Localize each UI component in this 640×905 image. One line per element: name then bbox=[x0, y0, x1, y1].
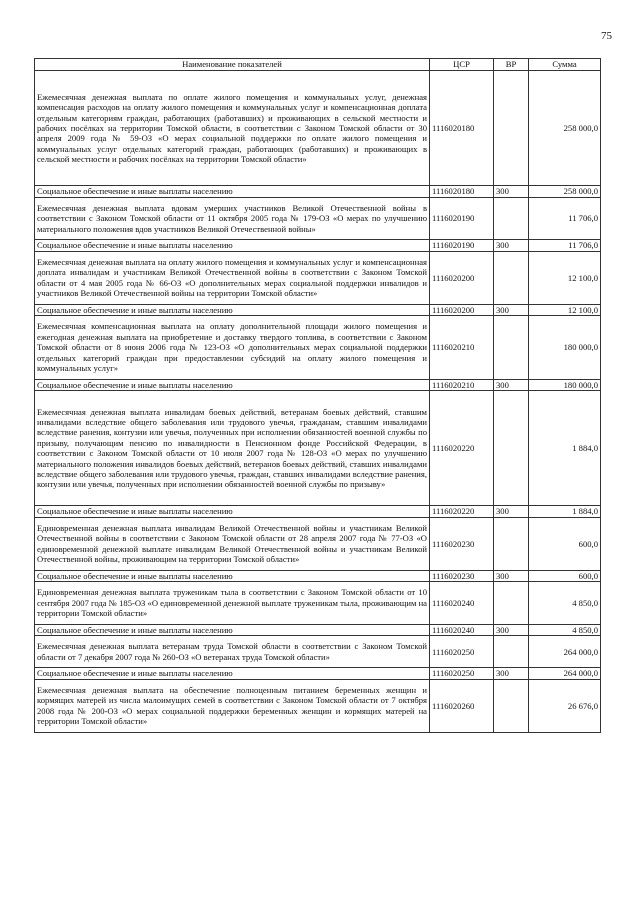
table-row bbox=[35, 240, 601, 251]
table-row bbox=[35, 668, 601, 679]
cell-csr: 1116020250 bbox=[430, 636, 494, 668]
cell-vr: 300 bbox=[494, 506, 529, 517]
table-row bbox=[35, 582, 601, 625]
cell-csr: 1116020260 bbox=[430, 679, 494, 732]
cell-name: Ежемесячная денежная выплата по оплате жилого помещения и коммунальных услуг, денежная компенсация расходов на оплату жилого помещения и коммунальных услуг и компенсационная доплата отдельным категориям граждан, работающих (работавших) и проживающих в сельской местности и рабочих посёлках на территории Томской области, в соответствии с Законом Томской области от 30 апреля 2009 года № 59-ОЗ «О мерах социальной поддержки по оплате жилого помещения и коммунальных услуг отдельных категорий граждан, работающих (работавших) и проживающих в сельской местности и рабочих посёлках на территории Томской области» bbox=[35, 71, 430, 186]
cell-csr: 1116020230 bbox=[430, 517, 494, 570]
cell-name: Социальное обеспечение и иные выплаты населению bbox=[35, 668, 430, 679]
cell-vr bbox=[494, 71, 529, 186]
cell-name: Ежемесячная денежная выплата инвалидам боевых действий, ветеранам боевых действий, ставшим инвалидами вследствие общего заболевания или трудового увечья, гражданам, ставшим инвалидами вследствие ранения, контузии или увечья, полученных при исполнении обязанностей военной службы по призыву, получающим пенсию по инвалидности в Пенсионном фонде Российской Федерации, в соответствии с Законом Томской области от 10 июля 2007 года № 128-ОЗ «О мерах по улучшению материального положения инвалидов боевых действий, ветеранов боевых действий, ставших инвалидами вследствие общего заболевания или трудового увечья, граждан, ставших инвалидами вследствие ранения, контузии или увечья, полученных при исполнении обязанностей военной службы по призыву» bbox=[35, 391, 430, 506]
cell-csr: 1116020210 bbox=[430, 379, 494, 390]
table-body bbox=[35, 71, 601, 733]
cell-sum: 180 000,0 bbox=[529, 379, 601, 390]
cell-name: Ежемесячная денежная выплата вдовам умерших участников Великой Отечественной войны в соответствии с Законом Томской области от 11 октября 2005 года № 179-ОЗ «О мерах по улучшению материального положения вдов участников Великой Отечественной войны» bbox=[35, 197, 430, 240]
cell-name: Ежемесячная компенсационная выплата на оплату дополнительной площади жилого помещения и ежегодная денежная выплата на приобретение и доставку твердого топлива, в соответствии с Законом Томской области от 8 июня 2006 года № 123-ОЗ «О дополнительных мерах социальной поддержки отдельных категорий граждан при предоставлении субсидий на оплату жилого помещения и коммунальных услуг» bbox=[35, 316, 430, 379]
column-header-csr: ЦСР bbox=[430, 59, 494, 71]
cell-csr: 1116020220 bbox=[430, 506, 494, 517]
cell-name: Ежемесячная денежная выплата ветеранам труда Томской области в соответствии с Законом Томской области от 7 декабря 2007 года № 260-ОЗ «О ветеранах труда Томской области» bbox=[35, 636, 430, 668]
budget-table bbox=[34, 58, 601, 733]
cell-csr: 1116020240 bbox=[430, 624, 494, 635]
cell-sum: 600,0 bbox=[529, 517, 601, 570]
cell-name: Социальное обеспечение и иные выплаты населению bbox=[35, 186, 430, 197]
column-header-vr: ВР bbox=[494, 59, 529, 71]
cell-csr: 1116020190 bbox=[430, 240, 494, 251]
table-row bbox=[35, 624, 601, 635]
cell-csr: 1116020200 bbox=[430, 304, 494, 315]
cell-vr: 300 bbox=[494, 304, 529, 315]
cell-vr bbox=[494, 197, 529, 240]
cell-vr: 300 bbox=[494, 668, 529, 679]
column-header-name: Наименование показателей bbox=[35, 59, 430, 71]
cell-vr: 300 bbox=[494, 186, 529, 197]
cell-name: Социальное обеспечение и иные выплаты населению bbox=[35, 624, 430, 635]
table-row bbox=[35, 251, 601, 304]
cell-csr: 1116020180 bbox=[430, 186, 494, 197]
cell-sum: 12 100,0 bbox=[529, 304, 601, 315]
cell-sum: 264 000,0 bbox=[529, 668, 601, 679]
cell-vr bbox=[494, 316, 529, 379]
cell-sum: 1 884,0 bbox=[529, 391, 601, 506]
table-row bbox=[35, 186, 601, 197]
table-row bbox=[35, 71, 601, 186]
cell-sum: 258 000,0 bbox=[529, 186, 601, 197]
cell-csr: 1116020250 bbox=[430, 668, 494, 679]
cell-sum: 11 706,0 bbox=[529, 197, 601, 240]
cell-sum: 12 100,0 bbox=[529, 251, 601, 304]
cell-sum: 26 676,0 bbox=[529, 679, 601, 732]
table-header-row bbox=[35, 59, 601, 71]
cell-csr: 1116020210 bbox=[430, 316, 494, 379]
cell-sum: 11 706,0 bbox=[529, 240, 601, 251]
table-row bbox=[35, 304, 601, 315]
table-row bbox=[35, 506, 601, 517]
cell-vr bbox=[494, 679, 529, 732]
table-row bbox=[35, 379, 601, 390]
cell-name: Ежемесячная денежная выплата на обеспечение полноценным питанием беременных женщин и кормящих матерей из числа малоимущих семей в соответствии с Законом Томской области от 7 октября 2008 года № 200-ОЗ «О мерах социальной поддержки беременных женщин и кормящих матерей на территории Томской области» bbox=[35, 679, 430, 732]
table-row bbox=[35, 197, 601, 240]
cell-vr bbox=[494, 251, 529, 304]
cell-sum: 258 000,0 bbox=[529, 71, 601, 186]
cell-sum: 4 850,0 bbox=[529, 624, 601, 635]
cell-csr: 1116020230 bbox=[430, 570, 494, 581]
cell-name: Социальное обеспечение и иные выплаты населению bbox=[35, 240, 430, 251]
cell-vr: 300 bbox=[494, 570, 529, 581]
table-row bbox=[35, 391, 601, 506]
cell-sum: 4 850,0 bbox=[529, 582, 601, 625]
cell-name: Социальное обеспечение и иные выплаты населению bbox=[35, 506, 430, 517]
table-row bbox=[35, 679, 601, 732]
cell-sum: 1 884,0 bbox=[529, 506, 601, 517]
cell-csr: 1116020220 bbox=[430, 391, 494, 506]
cell-csr: 1116020180 bbox=[430, 71, 494, 186]
cell-name: Социальное обеспечение и иные выплаты населению bbox=[35, 379, 430, 390]
cell-name: Единовременная денежная выплата труженикам тыла в соответствии с Законом Томской области от 10 сентября 2007 года № 185-ОЗ «О единовременной денежной выплате труженикам тыла, проживающим на территории Томской области» bbox=[35, 582, 430, 625]
cell-sum: 600,0 bbox=[529, 570, 601, 581]
cell-vr: 300 bbox=[494, 240, 529, 251]
cell-vr: 300 bbox=[494, 379, 529, 390]
cell-name: Социальное обеспечение и иные выплаты населению bbox=[35, 570, 430, 581]
cell-name: Социальное обеспечение и иные выплаты населению bbox=[35, 304, 430, 315]
cell-sum: 264 000,0 bbox=[529, 636, 601, 668]
table-row bbox=[35, 636, 601, 668]
page-number: 75 bbox=[601, 30, 612, 42]
cell-vr bbox=[494, 636, 529, 668]
table-row bbox=[35, 570, 601, 581]
cell-sum: 180 000,0 bbox=[529, 316, 601, 379]
cell-vr bbox=[494, 391, 529, 506]
cell-csr: 1116020240 bbox=[430, 582, 494, 625]
table-row bbox=[35, 517, 601, 570]
cell-vr: 300 bbox=[494, 624, 529, 635]
cell-vr bbox=[494, 582, 529, 625]
cell-name: Единовременная денежная выплата инвалидам Великой Отечественной войны и участникам Великой Отечественной войны в соответствии с Законом Томской области от 28 апреля 2007 года № 77-ОЗ «О единовременной денежной выплате инвалидам Великой Отечественной войны и участникам Великой Отечественной войны, проживающим на территории Томской области» bbox=[35, 517, 430, 570]
cell-csr: 1116020190 bbox=[430, 197, 494, 240]
cell-name: Ежемесячная денежная выплата на оплату жилого помещения и коммунальных услуг и компенсационная доплата инвалидам и участникам Великой Отечественной войны в соответствии с Законом Томской области от 4 мая 2005 года № 66-ОЗ «О дополнительных мерах социальной поддержки инвалидов и участников Великой Отечественной войны на территории Томской области» bbox=[35, 251, 430, 304]
column-header-sum: Сумма bbox=[529, 59, 601, 71]
cell-vr bbox=[494, 517, 529, 570]
table-row bbox=[35, 316, 601, 379]
cell-csr: 1116020200 bbox=[430, 251, 494, 304]
